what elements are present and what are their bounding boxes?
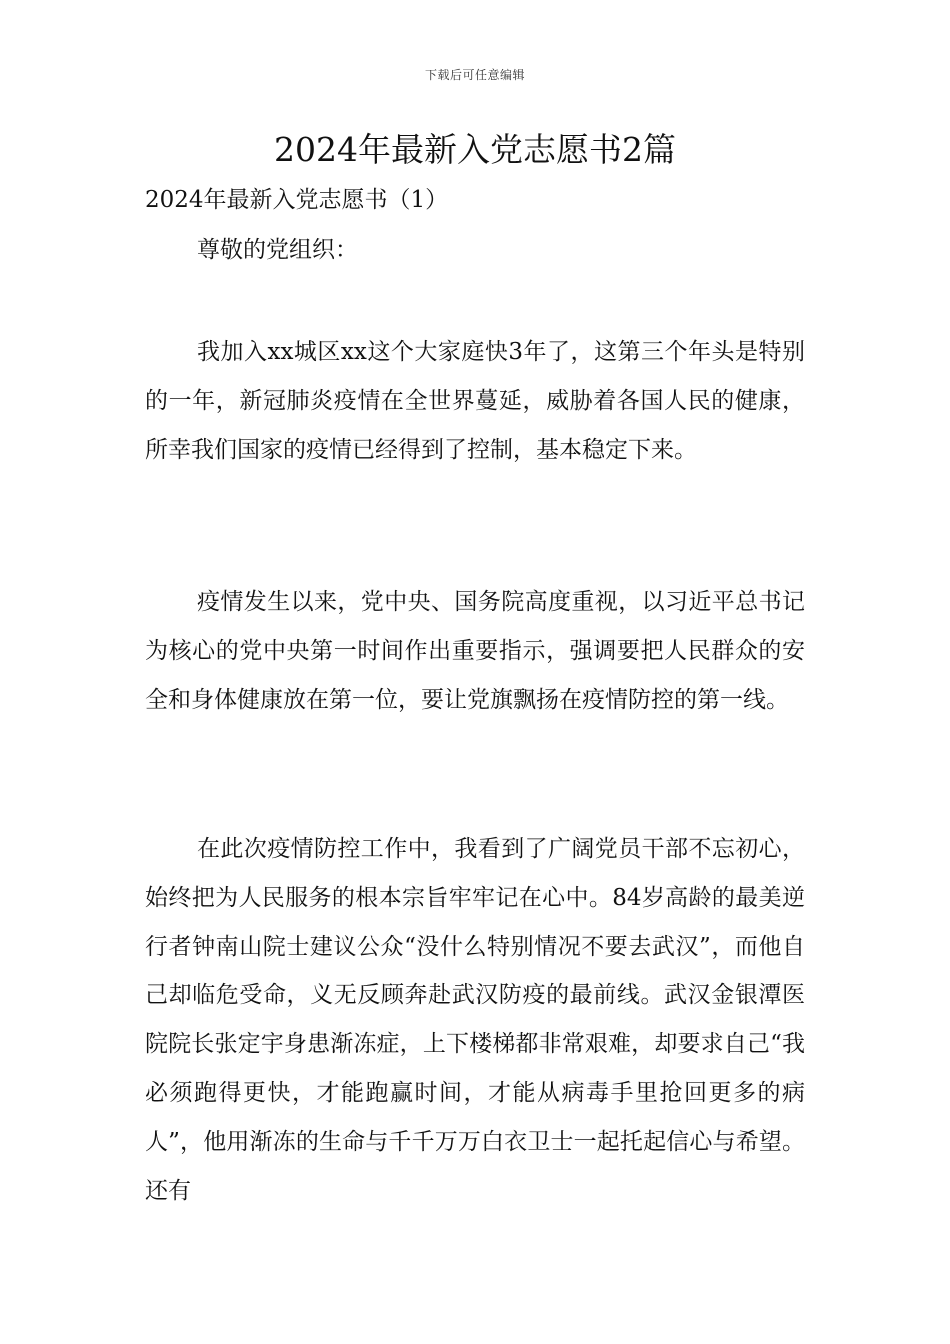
salutation: 尊敬的党组织： <box>197 237 358 263</box>
document-title: 2024年最新入党志愿书2篇 <box>274 130 676 169</box>
paragraph-3: 在此次疫情防控工作中，我看到了广阔党员干部不忘初心，始终把为人民服务的根本宗旨牢牢记在心中。84岁高龄的最美逆行者钟南山院士建议公众“没什么特别情况不要去武汉”，而他自己却临危受命，义无反顾奔赴武汉防疫的最前线。武汉金银潭医院院长张定宇身患渐冻症，上下楼梯都非常艰难，却要求自己“我必须跑得更快，才能跑赢时间，才能从病毒手里抢回更多的病人”，他用渐冻的生命与千千万万白衣卫士一起托起信心与希望。还有 <box>145 836 805 1204</box>
paragraph-2: 疫情发生以来，党中央、国务院高度重视，以习近平总书记为核心的党中央第一时间作出重要指示，强调要把人民群众的安全和身体健康放在第一位，要让党旗飘扬在疫情防控的第一线。 <box>145 589 805 713</box>
document-subtitle: 2024年最新入党志愿书（1） <box>145 187 449 213</box>
paragraph-1: 我加入xx城区xx这个大家庭快3年了，这第三个年头是特别的一年，新冠肺炎疫情在全世界蔓延，威胁着各国人民的健康，所幸我们国家的疫情已经得到了控制，基本稳定下来。 <box>145 339 805 463</box>
header-note: 下载后可任意编辑 <box>424 68 525 82</box>
